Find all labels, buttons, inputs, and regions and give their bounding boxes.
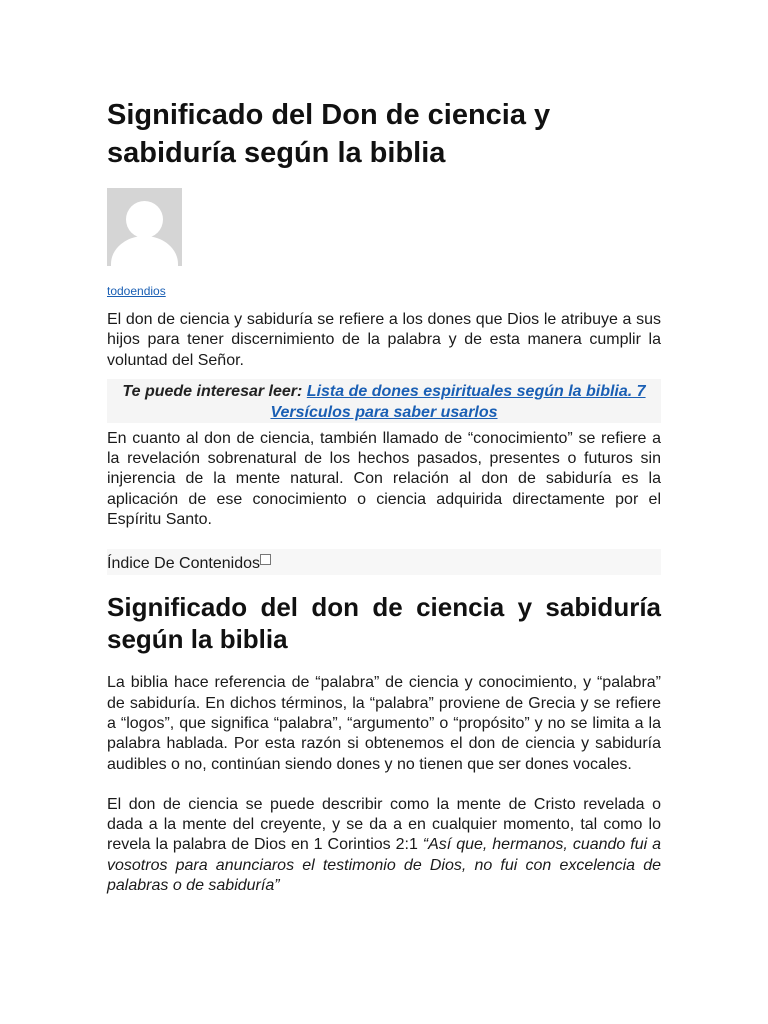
related-article-box bbox=[107, 379, 661, 423]
related-article-link[interactable]: Lista de dones espirituales según la biblia. 7 Versículos para saber usarlos bbox=[270, 382, 646, 421]
paragraph-mente-de-cristo bbox=[107, 795, 661, 896]
author-link[interactable]: todoendios bbox=[107, 284, 166, 298]
table-of-contents[interactable] bbox=[107, 549, 661, 575]
section-heading: Significado del don de ciencia y sabiduría según la biblia bbox=[107, 592, 661, 655]
avatar-body bbox=[111, 236, 178, 266]
avatar-head bbox=[126, 201, 163, 238]
intro-paragraph: El don de ciencia y sabiduría se refiere a los dones que Dios le atribuye a sus hijos para tener discernimiento de la palabra y de esta manera cumplir la voluntad del Señor. bbox=[107, 311, 661, 369]
paragraph-text: El don de ciencia se puede describir como la mente de Cristo revelada o dada a la mente del creyente, y se da a en cualquier momento, tal como lo revela la palabra de Dios en 1 Corintios 2:1 bbox=[107, 795, 661, 854]
paragraph-palabra: La biblia hace referencia de “palabra” de ciencia y conocimiento, y “palabra” de sabiduría. En dichos términos, la “palabra” proviene de Grecia y se refiere a “logos”, que significa “palabra”, “argumento” o “propósito” y no se limita a la palabra hablada. Por esta razón si obtenemos el don de ciencia y sabiduría audibles o no, continúan siendo dones y no tienen que ser dones vocales. bbox=[107, 674, 661, 773]
article bbox=[107, 96, 661, 896]
related-article-lead: Te puede interesar leer: bbox=[122, 382, 303, 400]
page-title: Significado del Don de ciencia y sabiduría según la biblia bbox=[107, 99, 551, 169]
toc-label: Índice De Contenidos bbox=[107, 555, 260, 573]
paragraph-ciencia: En cuanto al don de ciencia, también llamado de “conocimiento” se refiere a la revelación sobrenatural de los hechos pasados, presentes o futuros sin injerencia de la mente natural. Con relación al don de sabiduría es la aplicación de ese conocimiento o ciencia adquirida directamente por el Espíritu Santo. bbox=[107, 429, 661, 529]
author-avatar bbox=[107, 188, 182, 266]
bible-quote: “Así que, hermanos, cuando fui a vosotros para anunciaros el testimonio de Dios, no fui con excelencia de palabras o de sabiduría” bbox=[107, 836, 661, 895]
toc-toggle-checkbox[interactable] bbox=[260, 554, 271, 565]
